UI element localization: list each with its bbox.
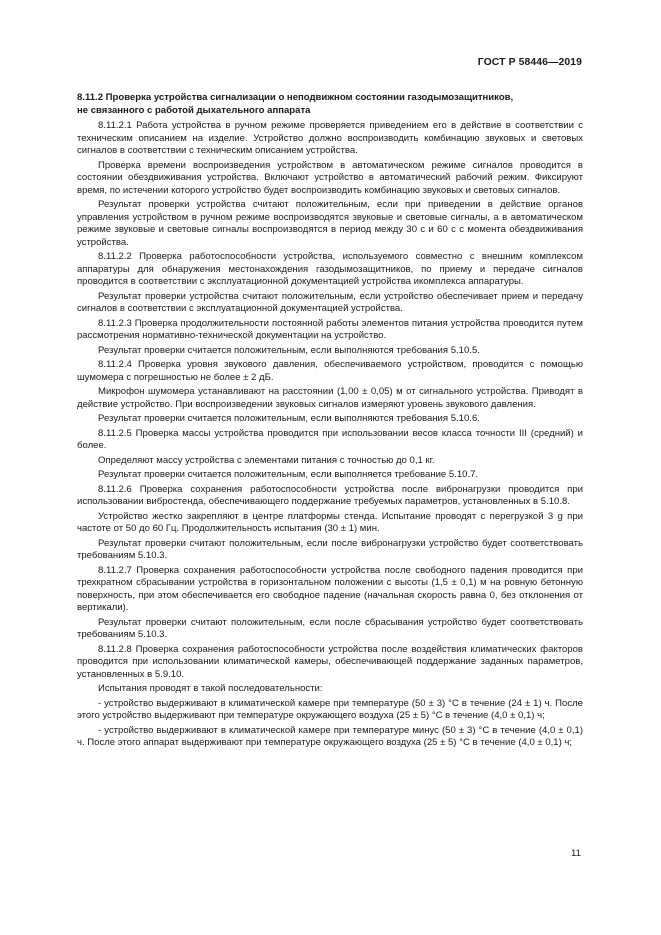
section-title-line-1: 8.11.2 Проверка устройства сигнализации о неподвижном состоянии газодымозащитников, bbox=[77, 92, 514, 103]
paragraph: Результат проверки устройства считают положительным, если при приведении в действие органов управления устройством в ручном режиме воспроизводятся звуковые и световые сигналы, а в автоматическом режиме звуковые и световые сигналы воспроизводятся в период между 30 с и 60 с с момента обездвиживания устройства. bbox=[77, 199, 583, 248]
paragraph: Результат проверки считают положительным, если после вибронагрузки устройство будет соответствовать требованиям 5.10.3. bbox=[77, 537, 583, 561]
paragraph: 8.11.2.5 Проверка массы устройства проводится при использовании весов класса точности III (средний) и более. bbox=[77, 427, 583, 451]
paragraph: 8.11.2.2 Проверка работоспособности устройства, используемого совместно с внешним комплексом аппаратуры для обнаружения местонахождения газодымозащитников, по приему и передаче сигналов проводится в соответствии с эксплуатационной документацией устройства икомплекса аппаратуры. bbox=[77, 251, 583, 287]
section-title bbox=[77, 92, 583, 117]
paragraph: 8.11.2.7 Проверка сохранения работоспособности устройства после свободного падения проводится при трехкратном сбрасывании устройства в горизонтальном положении с высоты (1,5 ± 0,1) м на ровную бетонную поверхность, при этом обеспечивается его свободное падение (начальная скорость равна 0, без отклонения от вертикали). bbox=[77, 564, 583, 613]
paragraph: Устройство жестко закрепляют в центре платформы стенда. Испытание проводят с перегрузкой 3 g при частоте от 50 до 60 Гц. Продолжительность испытания (30 ± 1) мин. bbox=[77, 510, 583, 534]
standard-header: ГОСТ Р 58446—2019 bbox=[477, 57, 582, 68]
paragraph: Результат проверки считается положительным, если выполняются требования 5.10.6. bbox=[98, 413, 480, 424]
paragraph: Испытания проводят в такой последовательности: bbox=[98, 683, 323, 694]
paragraph: Определяют массу устройства с элементами питания с точностью до 0,1 кг. bbox=[98, 454, 435, 466]
paragraph: Проверка времени воспроизведения устройством в автоматическом режиме сигналов проводится в состоянии обездвиживания устройства. Включают устройство в автоматический рабочий режим. Фиксируют время, по истечении которого устройство будет воспроизводить комбинацию звуковых и световых сигналов. bbox=[77, 159, 583, 196]
paragraph: - устройство выдерживают в климатической камере при температуре минус (50 ± 3) °С в течение (4,0 ± 0,1) ч. После этого аппарат выдерживают при температуре окружающего воздуха (25 ± 5) °С в течение (4,0 ± 0,1) ч; bbox=[77, 724, 583, 748]
paragraph: 8.11.2.1 Работа устройства в ручном режиме проверяется приведением его в действие в соответствии с техническим описанием на изделие. Устройство должно воспроизводить комбинацию звуковых и световых сигналов в соответствии с техническим описанием устройства. bbox=[77, 120, 583, 156]
paragraph: 8.11.2.8 Проверка сохранения работоспособности устройства после воздействия климатических факторов проводится при использовании климатической камеры, обеспечивающей поддержание заданных параметров, установленных в 5.9.10. bbox=[77, 643, 583, 680]
paragraph: Микрофон шумомера устанавливают на расстоянии (1,00 ± 0,05) м от сигнального устройства. Приводят в действие устройство. При воспроизведении звуковых сигналов измеряют уровень звукового давления. bbox=[77, 386, 583, 410]
paragraph: 8.11.2.3 Проверка продолжительности постоянной работы элементов питания устройства проводится путем рассмотрения нормативно-технической документации на устройство. bbox=[77, 317, 583, 341]
paragraph: 8.11.2.4 Проверка уровня звукового давления, обеспечиваемого устройством, проводится с помощью шумомера с погрешностью не более ± 2 дБ. bbox=[77, 359, 583, 383]
paragraph: - устройство выдерживают в климатической камере при температуре (50 ± 3) °С в течение (24 ± 1) ч. После этого устройство выдерживают при температуре окружающего воздуха (25 ± 5) °С в течение (4,0 ± 0,1) ч; bbox=[77, 697, 583, 721]
paragraph: 8.11.2.6 Проверка сохранения работоспособности устройства после вибронагрузки проводится при использовании вибростенда, обеспечивающего поддержание требуемых параметров, установленных в 5.10.8. bbox=[77, 483, 583, 507]
paragraph-list bbox=[77, 120, 583, 750]
page-body bbox=[77, 92, 583, 752]
paragraph: Результат проверки считается положительным, если выполняются требования 5.10.5. bbox=[98, 344, 480, 356]
paragraph: Результат проверки устройства считают положительным, если устройство обеспечивает прием и передачу сигналов в соответствии с эксплуатационной документацией устройства. bbox=[77, 290, 583, 314]
section-title-line-2: не связанного с работой дыхательного аппарата bbox=[77, 104, 311, 116]
paragraph: Результат проверки считается положительным, если выполняется требование 5.10.7. bbox=[98, 469, 479, 480]
paragraph: Результат проверки считают положительным, если после сбрасывания устройство будет соответствовать требованиям 5.10.3. bbox=[77, 616, 583, 640]
page-number: 11 bbox=[571, 848, 581, 859]
